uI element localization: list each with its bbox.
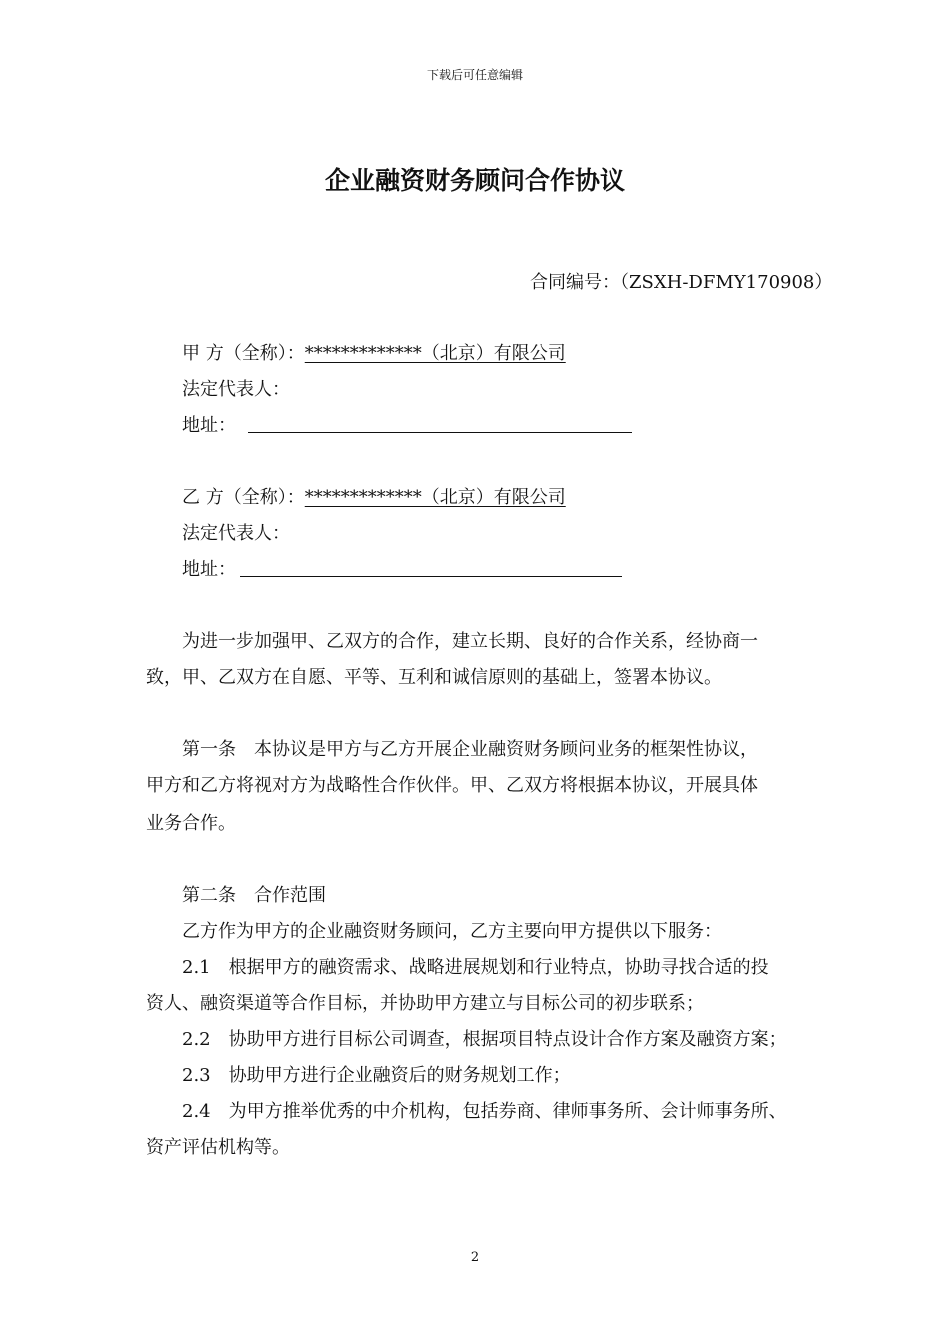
party-b-name: *************（北京）有限公司 xyxy=(304,487,566,508)
party-a-label: 甲 方（全称）： xyxy=(182,343,305,364)
article2-intro: 乙方作为甲方的企业融资财务顾问，乙方主要向甲方提供以下服务： xyxy=(182,921,722,942)
article1-line-1: 第一条 本协议是甲方与乙方开展企业融资财务顾问业务的框架性协议， xyxy=(182,739,758,760)
article2-item4-line2: 资产评估机构等。 xyxy=(146,1137,290,1158)
page-number: 2 xyxy=(470,1250,480,1265)
preamble-line-1: 为进一步加强甲、乙双方的合作，建立长期、良好的合作关系，经协商一 xyxy=(182,631,758,652)
party-a-address xyxy=(182,414,236,438)
preamble-line-2: 致，甲、乙双方在自愿、平等、互利和诚信原则的基础上，签署本协议。 xyxy=(146,667,722,688)
contract-number-value: （ZSXH-DFMY170908） xyxy=(620,272,833,293)
article2-item2: 2.2 协助甲方进行目标公司调查，根据项目特点设计合作方案及融资方案； xyxy=(182,1029,787,1050)
party-b-rep: 法定代表人： xyxy=(182,523,290,544)
party-a-rep: 法定代表人： xyxy=(182,379,290,400)
article1-line-3: 业务合作。 xyxy=(146,813,236,834)
party-b-line xyxy=(182,486,566,510)
article2-item4-line1: 2.4 为甲方推举优秀的中介机构，包括券商、律师事务所、会计师事务所、 xyxy=(182,1101,787,1122)
contract-number xyxy=(530,271,832,295)
party-b-address-blank xyxy=(240,558,622,577)
party-b-address xyxy=(182,558,236,582)
article2-item1-line1: 2.1 根据甲方的融资需求、战略进展规划和行业特点，协助寻找合适的投 xyxy=(182,957,769,978)
party-a-line xyxy=(182,342,566,366)
party-a-name: *************（北京）有限公司 xyxy=(304,343,566,364)
article2-heading: 第二条 合作范围 xyxy=(182,885,326,906)
party-a-address-label: 地址： xyxy=(182,415,236,436)
document-title: 企业融资财务顾问合作协议 xyxy=(324,166,625,195)
article1-line-2: 甲方和乙方将视对方为战略性合作伙伴。甲、乙双方将根据本协议，开展具体 xyxy=(146,775,758,796)
article2-item3: 2.3 协助甲方进行企业融资后的财务规划工作； xyxy=(182,1065,571,1086)
contract-number-label: 合同编号： xyxy=(530,272,620,293)
party-b-address-label: 地址： xyxy=(182,559,236,580)
header-note: 下载后可任意编辑 xyxy=(426,68,523,82)
party-b-label: 乙 方（全称）： xyxy=(182,487,305,508)
article2-item1-line2: 资人、融资渠道等合作目标，并协助甲方建立与目标公司的初步联系； xyxy=(146,993,704,1014)
party-a-address-blank xyxy=(248,414,632,433)
